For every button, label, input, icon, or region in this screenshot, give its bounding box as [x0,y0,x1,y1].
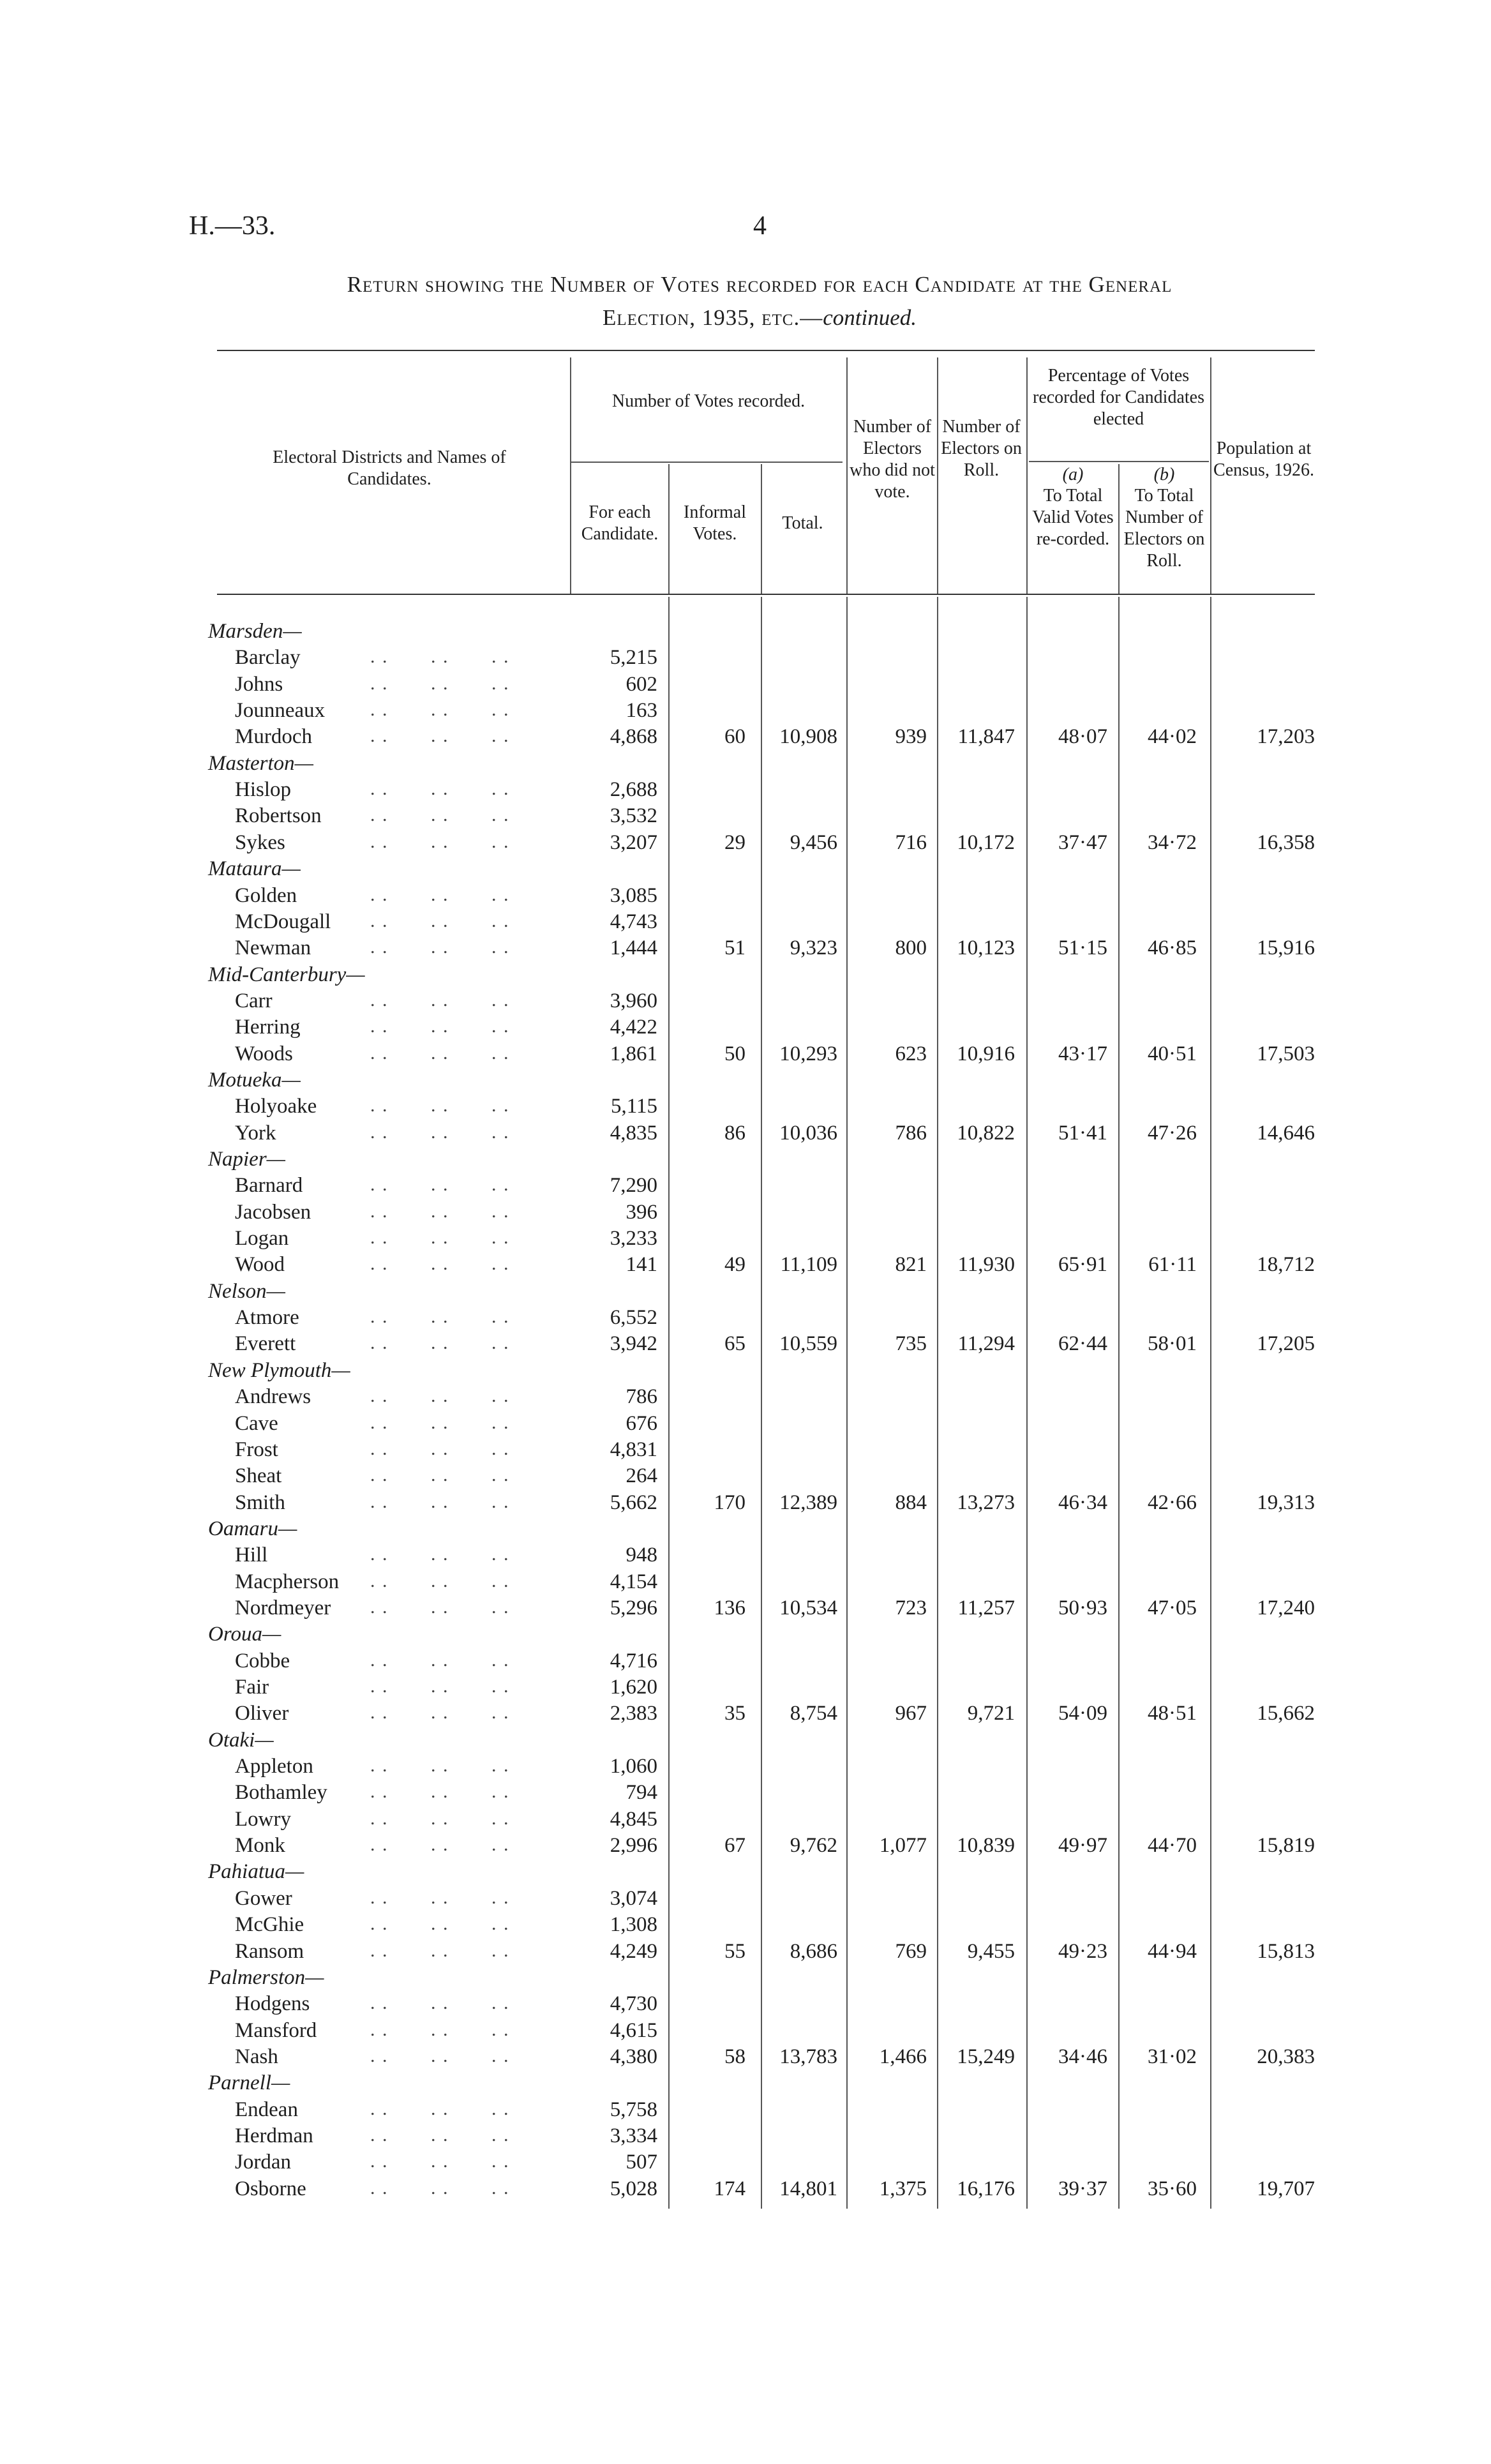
header-total: Total. [782,513,823,533]
leader-dots: . . . . . . [370,2177,510,2198]
candidate-votes: 264 [626,1464,657,1488]
percentage-valid-votes: 54·09 [1058,1702,1107,1725]
electors-on-roll: 10,839 [957,1834,1015,1858]
leader-dots: . . . . . . [370,1438,510,1459]
candidate-votes: 676 [626,1411,657,1435]
total-votes: 10,036 [779,1121,837,1145]
candidate-votes: 5,215 [610,646,657,670]
electors-did-not-vote: 1,375 [879,2177,927,2200]
electors-did-not-vote: 821 [895,1253,927,1277]
header-votes-group: Number of Votes recorded. [611,391,805,411]
candidate-votes: 6,552 [610,1306,657,1330]
electors-on-roll: 11,257 [957,1596,1015,1619]
district-name: Otaki— [208,1728,274,1752]
candidate-name: Hislop [235,778,292,802]
candidate-name: Newman [235,936,311,960]
column-rule [1118,464,1120,594]
electors-did-not-vote: 716 [895,830,927,854]
population-census: 18,712 [1257,1253,1315,1277]
candidate-name: Jacobsen [235,1200,311,1224]
candidate-name: Sheat [235,1464,282,1488]
candidate-votes: 786 [626,1385,657,1409]
total-votes: 9,456 [790,830,837,854]
percentage-electors-on-roll: 61·11 [1148,1253,1197,1277]
candidate-votes: 1,060 [610,1755,657,1778]
electors-on-roll: 10,916 [957,1042,1015,1065]
candidate-votes: 4,730 [610,1992,657,2016]
candidate-name: Macpherson [235,1570,340,1593]
percentage-electors-on-roll: 35·60 [1148,2177,1197,2200]
electors-did-not-vote: 800 [895,936,927,960]
candidate-votes: 5,028 [610,2177,657,2200]
header-for-each: For each Candidate. [581,502,659,544]
candidate-name: Atmore [235,1306,299,1330]
informal-votes: 51 [724,936,746,960]
candidate-votes: 3,074 [610,1886,657,1910]
candidate-votes: 1,308 [610,1913,657,1937]
candidate-name: Robertson [235,804,322,828]
percentage-valid-votes: 62·44 [1058,1332,1107,1356]
column-rule [1026,357,1028,594]
electors-on-roll: 16,176 [957,2177,1015,2200]
percentage-electors-on-roll: 44·70 [1148,1834,1197,1858]
candidate-votes: 4,249 [610,1939,657,1963]
informal-votes: 67 [724,1834,746,1858]
population-census: 16,358 [1257,830,1315,854]
candidate-name: Murdoch [235,725,312,749]
leader-dots: . . . . . . [370,1992,510,2014]
table-title-suffix: continued. [823,305,917,330]
population-census: 17,205 [1257,1332,1315,1356]
population-census: 14,646 [1257,1121,1315,1145]
candidate-name: Cave [235,1411,278,1435]
candidate-votes: 3,207 [610,830,657,854]
leader-dots: . . . . . . [370,1095,510,1116]
header-pct-b-letter: (b) [1153,465,1175,485]
district-name: Napier— [208,1148,286,1171]
leader-dots: . . . . . . [370,1939,510,1961]
table-title-prefix: Election, 1935, etc.— [602,305,823,330]
candidate-name: Logan [235,1227,289,1251]
candidate-votes: 3,334 [610,2124,657,2147]
electors-on-roll: 11,930 [957,1253,1015,1277]
candidate-votes: 4,831 [610,1438,657,1461]
header-bottom-rule [217,594,1315,595]
candidate-name: Barclay [235,646,301,670]
leader-dots: . . . . . . [370,2151,510,2172]
electors-did-not-vote: 786 [895,1121,927,1145]
column-rule [668,464,670,594]
candidate-votes: 4,835 [610,1121,657,1145]
leader-dots: . . . . . . [370,2045,510,2066]
percentage-valid-votes: 65·91 [1058,1253,1107,1277]
candidate-name: Herring [235,1016,301,1039]
population-census: 15,916 [1257,936,1315,960]
candidate-name: Herdman [235,2124,313,2147]
candidate-votes: 4,422 [610,1016,657,1039]
candidate-name: Golden [235,883,297,907]
candidate-votes: 794 [626,1781,657,1805]
leader-dots: . . . . . . [370,1834,510,1856]
informal-votes: 170 [714,1491,746,1514]
leader-dots: . . . . . . [370,1913,510,1935]
candidate-name: Lowry [235,1807,291,1831]
district-name: Palmerston— [208,1965,324,1989]
candidate-name: Wood [235,1253,285,1277]
leader-dots: . . . . . . [370,804,510,826]
electors-on-roll: 11,847 [957,725,1015,749]
electors-on-roll: 10,123 [957,936,1015,960]
candidate-votes: 4,380 [610,2045,657,2068]
leader-dots: . . . . . . [370,989,510,1010]
total-votes: 10,908 [779,725,837,749]
column-rule [846,357,848,594]
leader-dots: . . . . . . [370,672,510,694]
candidate-votes: 2,996 [610,1834,657,1858]
percentage-electors-on-roll: 48·51 [1148,1702,1197,1725]
percentage-valid-votes: 51·15 [1058,936,1107,960]
leader-dots: . . . . . . [370,1332,510,1354]
leader-dots: . . . . . . [370,1755,510,1777]
header-pct-b: To Total Number of Electors on Roll. [1123,486,1205,571]
candidate-name: Appleton [235,1755,313,1778]
header-districts: Electoral Districts and Names of Candidates. [273,447,506,489]
electors-did-not-vote: 939 [895,725,927,749]
percentage-electors-on-roll: 44·02 [1148,725,1197,749]
candidate-name: Frost [235,1438,278,1461]
candidate-votes: 507 [626,2151,657,2174]
district-name: Motueka— [208,1068,301,1092]
header-population: Population at Census, 1926. [1213,439,1314,480]
informal-votes: 60 [724,725,746,749]
total-votes: 10,559 [779,1332,837,1356]
candidate-name: Bothamley [235,1781,327,1805]
leader-dots: . . . . . . [370,1886,510,1908]
candidate-name: Monk [235,1834,285,1858]
electors-on-roll: 9,455 [967,1939,1015,1963]
leader-dots: . . . . . . [370,1781,510,1803]
candidate-name: Sykes [235,830,285,854]
leader-dots: . . . . . . [370,725,510,747]
leader-dots: . . . . . . [370,1649,510,1671]
informal-votes: 55 [724,1939,746,1963]
total-votes: 8,686 [790,1939,837,1963]
population-census: 17,503 [1257,1042,1315,1065]
candidate-name: Woods [235,1042,293,1065]
leader-dots: . . . . . . [370,1676,510,1697]
district-name: Nelson— [208,1279,286,1303]
percentage-valid-votes: 49·23 [1058,1939,1107,1963]
candidate-votes: 948 [626,1544,657,1567]
leader-dots: . . . . . . [370,1570,510,1591]
informal-votes: 49 [724,1253,746,1277]
electors-did-not-vote: 723 [895,1596,927,1619]
candidate-votes: 1,861 [610,1042,657,1065]
district-name: New Plymouth— [208,1358,350,1382]
candidate-name: Jordan [235,2151,291,2174]
column-rule [761,464,762,594]
percentage-valid-votes: 43·17 [1058,1042,1107,1065]
candidate-votes: 4,868 [610,725,657,749]
leader-dots: . . . . . . [370,2098,510,2119]
percentage-electors-on-roll: 31·02 [1148,2045,1197,2068]
district-name: Mid-Canterbury— [208,963,365,986]
leader-dots: . . . . . . [370,1016,510,1037]
total-votes: 8,754 [790,1702,837,1725]
votes-group-rule [571,462,843,463]
leader-dots: . . . . . . [370,1042,510,1063]
candidate-name: Jounneaux [235,699,326,723]
informal-votes: 65 [724,1332,746,1356]
candidate-votes: 5,758 [610,2098,657,2121]
informal-votes: 35 [724,1702,746,1725]
electors-on-roll: 13,273 [957,1491,1015,1514]
district-name: Pahiatua— [208,1860,304,1884]
leader-dots: . . . . . . [370,1596,510,1618]
population-census: 20,383 [1257,2045,1315,2068]
percentage-electors-on-roll: 46·85 [1148,936,1197,960]
informal-votes: 86 [724,1121,746,1145]
candidate-votes: 4,615 [610,2018,657,2042]
candidate-name: Endean [235,2098,298,2121]
percentage-electors-on-roll: 47·26 [1148,1121,1197,1145]
candidate-name: Carr [235,989,273,1012]
total-votes: 9,762 [790,1834,837,1858]
population-census: 17,203 [1257,725,1315,749]
candidate-name: Everett [235,1332,296,1356]
percentage-valid-votes: 46·34 [1058,1491,1107,1514]
percentage-valid-votes: 50·93 [1058,1596,1107,1619]
document-reference: H.—33. [189,211,276,241]
candidate-votes: 5,662 [610,1491,657,1514]
candidate-votes: 5,296 [610,1596,657,1619]
electors-did-not-vote: 1,077 [879,1834,927,1858]
candidate-votes: 396 [626,1200,657,1224]
candidate-name: McDougall [235,910,331,933]
candidate-votes: 4,743 [610,910,657,933]
informal-votes: 50 [724,1042,746,1065]
district-name: Marsden— [208,620,302,643]
candidate-name: Mansford [235,2018,317,2042]
total-votes: 11,109 [780,1253,837,1277]
percentage-valid-votes: 51·41 [1058,1121,1107,1145]
candidate-name: Nordmeyer [235,1596,331,1619]
table-title-line-1: Return showing the Number of Votes recorded for each Candidate at the General [347,272,1173,297]
candidate-name: Ransom [235,1939,304,1963]
candidate-votes: 3,532 [610,804,657,828]
district-name: Parnell— [208,2071,290,2095]
total-votes: 10,293 [779,1042,837,1065]
percentage-electors-on-roll: 40·51 [1148,1042,1197,1065]
candidate-name: Hill [235,1544,268,1567]
candidate-name: McGhie [235,1913,304,1937]
population-census: 15,819 [1257,1834,1315,1858]
informal-votes: 58 [724,2045,746,2068]
leader-dots: . . . . . . [370,699,510,721]
population-census: 15,813 [1257,1939,1315,1963]
candidate-name: Fair [235,1676,269,1699]
electors-on-roll: 11,294 [957,1332,1015,1356]
district-name: Oroua— [208,1623,281,1646]
header-on-roll: Number of Electors on Roll. [941,417,1022,480]
candidate-name: York [235,1121,276,1145]
candidate-name: Cobbe [235,1649,290,1672]
total-votes: 10,534 [779,1596,837,1619]
population-census: 19,313 [1257,1491,1315,1514]
candidate-votes: 1,444 [610,936,657,960]
candidate-votes: 1,620 [610,1676,657,1699]
candidate-votes: 4,154 [610,1570,657,1593]
column-rule [1210,357,1211,594]
district-name: Masterton— [208,751,313,775]
column-rule [570,357,571,594]
candidate-votes: 7,290 [610,1174,657,1198]
leader-dots: . . . . . . [370,910,510,931]
candidate-votes: 2,383 [610,1702,657,1725]
header-informal: Informal Votes. [684,502,746,544]
electors-did-not-vote: 623 [895,1042,927,1065]
percentage-valid-votes: 48·07 [1058,725,1107,749]
total-votes: 14,801 [779,2177,837,2200]
percentage-valid-votes: 34·46 [1058,2045,1107,2068]
population-census: 15,662 [1257,1702,1315,1725]
column-rule [937,357,938,594]
electors-did-not-vote: 967 [895,1702,927,1725]
candidate-votes: 602 [626,672,657,696]
leader-dots: . . . . . . [370,1227,510,1249]
leader-dots: . . . . . . [370,830,510,852]
electors-on-roll: 9,721 [967,1702,1015,1725]
header-did-not-vote: Number of Electors who did not vote. [850,417,935,502]
candidate-name: Barnard [235,1174,303,1198]
table-title-line-2 [217,305,1302,331]
leader-dots: . . . . . . [370,1464,510,1486]
electors-did-not-vote: 884 [895,1491,927,1514]
percentage-electors-on-roll: 47·05 [1148,1596,1197,1619]
leader-dots: . . . . . . [370,1491,510,1512]
population-census: 19,707 [1257,2177,1315,2200]
informal-votes: 136 [714,1596,746,1619]
percentage-valid-votes: 39·37 [1058,2177,1107,2200]
percentage-valid-votes: 49·97 [1058,1834,1107,1858]
candidate-votes: 2,688 [610,778,657,802]
candidate-name: Nash [235,2045,278,2068]
leader-dots: . . . . . . [370,1253,510,1275]
leader-dots: . . . . . . [370,1544,510,1565]
candidate-votes: 4,716 [610,1649,657,1672]
candidate-votes: 3,942 [610,1332,657,1356]
district-name: Oamaru— [208,1517,297,1540]
header-top-rule [217,350,1315,351]
candidate-name: Osborne [235,2177,306,2200]
leader-dots: . . . . . . [370,1411,510,1433]
candidate-votes: 163 [626,699,657,723]
informal-votes: 29 [724,830,746,854]
percentage-electors-on-roll: 44·94 [1148,1939,1197,1963]
leader-dots: . . . . . . [370,646,510,668]
leader-dots: . . . . . . [370,1200,510,1222]
district-name: Mataura— [208,857,301,881]
leader-dots: . . . . . . [370,1385,510,1407]
header-pct-a-letter: (a) [1062,465,1084,485]
header-percentage-group: Percentage of Votes recorded for Candidates elected [1033,366,1204,429]
informal-votes: 174 [714,2177,746,2200]
leader-dots: . . . . . . [370,2124,510,2145]
candidate-name: Hodgens [235,1992,310,2016]
page-number: 4 [753,211,767,241]
candidate-votes: 141 [626,1253,657,1277]
leader-dots: . . . . . . [370,883,510,905]
candidate-name: Holyoake [235,1095,317,1118]
leader-dots: . . . . . . [370,1306,510,1328]
total-votes: 12,389 [779,1491,837,1514]
electors-did-not-vote: 1,466 [879,2045,927,2068]
leader-dots: . . . . . . [370,1174,510,1196]
leader-dots: . . . . . . [370,1121,510,1143]
electors-did-not-vote: 769 [895,1939,927,1963]
candidate-votes: 3,960 [610,989,657,1012]
leader-dots: . . . . . . [370,936,510,958]
candidate-name: Oliver [235,1702,289,1725]
electors-did-not-vote: 735 [895,1332,927,1356]
percentage-electors-on-roll: 58·01 [1148,1332,1197,1356]
total-votes: 13,783 [779,2045,837,2068]
leader-dots: . . . . . . [370,1807,510,1829]
percentage-electors-on-roll: 34·72 [1148,830,1197,854]
candidate-name: Andrews [235,1385,311,1409]
leader-dots: . . . . . . [370,2018,510,2040]
leader-dots: . . . . . . [370,778,510,800]
percentage-electors-on-roll: 42·66 [1148,1491,1197,1514]
header-pct-a: To Total Valid Votes re-corded. [1032,486,1114,549]
electors-on-roll: 15,249 [957,2045,1015,2068]
leader-dots: . . . . . . [370,1702,510,1724]
candidate-votes: 4,845 [610,1807,657,1831]
candidate-votes: 3,233 [610,1227,657,1251]
percentage-valid-votes: 37·47 [1058,830,1107,854]
candidate-name: Gower [235,1886,292,1910]
total-votes: 9,323 [790,936,837,960]
candidate-votes: 3,085 [610,883,657,907]
candidate-name: Johns [235,672,283,696]
percentage-group-rule [1029,461,1209,462]
electors-on-roll: 10,172 [957,830,1015,854]
electors-on-roll: 10,822 [957,1121,1015,1145]
candidate-votes: 5,115 [610,1095,657,1118]
population-census: 17,240 [1257,1596,1315,1619]
candidate-name: Smith [235,1491,285,1514]
